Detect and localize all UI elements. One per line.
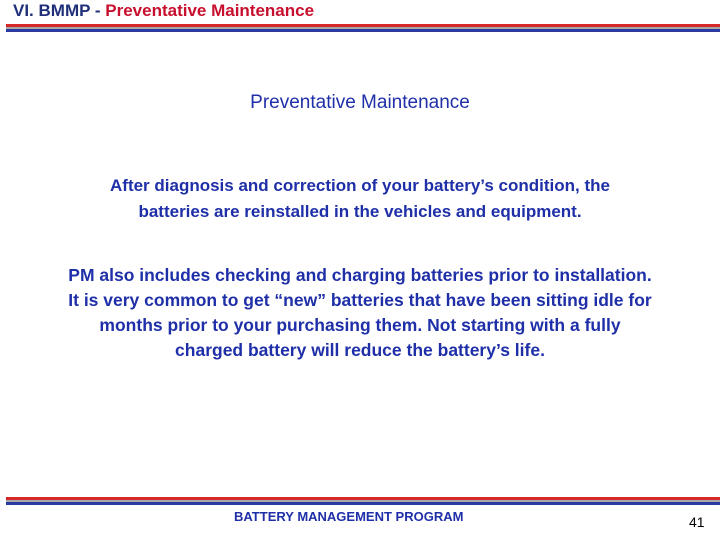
header-divider xyxy=(6,24,720,32)
header-prefix: VI. BMMP xyxy=(13,1,91,20)
page-number: 41 xyxy=(689,514,705,530)
footer-label: BATTERY MANAGEMENT PROGRAM xyxy=(234,509,464,524)
header-section: Preventative Maintenance xyxy=(105,1,315,20)
paragraph-2 xyxy=(0,263,720,363)
divider-blue-stripe xyxy=(6,502,720,505)
footer-divider xyxy=(6,497,720,505)
paragraph-2-line: charged battery will reduce the battery’s life. xyxy=(175,340,545,360)
header-title xyxy=(13,1,314,21)
paragraph-1-line: batteries are reinstalled in the vehicles and equipment. xyxy=(138,202,582,221)
paragraph-2-line: PM also includes checking and charging batteries prior to installation. xyxy=(68,265,652,285)
header-separator: - xyxy=(90,1,106,20)
divider-blue-stripe xyxy=(6,29,720,32)
paragraph-2-line: months prior to your purchasing them. Not starting with a fully xyxy=(99,315,621,335)
paragraph-1 xyxy=(0,173,720,225)
slide-title: Preventative Maintenance xyxy=(250,92,470,113)
paragraph-2-line: It is very common to get “new” batteries that have been sitting idle for xyxy=(68,290,652,310)
paragraph-1-line: After diagnosis and correction of your battery’s condition, the xyxy=(110,176,610,195)
